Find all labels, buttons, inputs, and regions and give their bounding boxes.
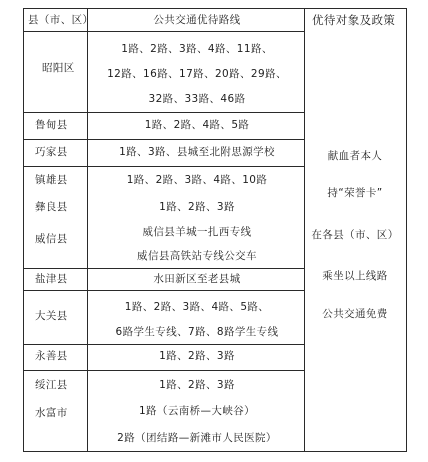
route-line: 威信县羊城一扎西专线 [142, 226, 252, 238]
route-line: 1路、2路、3路、4路、10路 [126, 174, 268, 186]
county-label: 盐津县 [35, 273, 68, 285]
row-divider [23, 112, 304, 113]
county-label: 鲁甸县 [35, 119, 68, 131]
county-label: 昭阳区 [42, 62, 75, 74]
row-divider [23, 139, 304, 140]
header-policy: 优待对象及政策 [312, 13, 396, 27]
row-divider [23, 290, 304, 291]
policy-text: 持“荣誉卡” [327, 187, 383, 199]
table-right-border [406, 8, 407, 452]
route-line: 水田新区至老县城 [153, 273, 241, 285]
route-line: 1路、2路、3路 [159, 379, 235, 391]
table-bottom-border [23, 451, 406, 452]
route-line: 1路、2路、3路、4路、5路、 [124, 301, 270, 313]
route-line: 1路、2路、3路 [159, 350, 235, 362]
column-divider [304, 8, 305, 452]
route-line: 32路、33路、46路 [148, 93, 246, 105]
county-label: 彝良县 [35, 201, 68, 213]
county-label: 水富市 [35, 407, 68, 419]
county-label: 大关县 [35, 310, 68, 322]
route-line: 1路、2路、4路、5路 [144, 119, 250, 131]
row-divider [23, 268, 304, 269]
row-divider [23, 166, 304, 167]
policy-text: 乘坐以上线路 [322, 270, 388, 282]
policy-text: 公共交通免费 [322, 308, 388, 320]
route-line: 6路学生专线、7路、8路学生专线 [115, 326, 279, 338]
policy-text: 献血者本人 [327, 150, 383, 162]
header-county: 县（市、区） [28, 14, 94, 26]
route-line: 威信县高铁站专线公交车 [137, 250, 257, 262]
header-routes: 公共交通优待路线 [153, 14, 241, 26]
table-top-border [23, 8, 406, 9]
policy-text: 在各县（市、区） [311, 229, 399, 241]
county-label: 绥江县 [35, 379, 68, 391]
county-label: 镇雄县 [35, 174, 68, 186]
row-divider [23, 344, 304, 345]
route-line: 1路（云南桥—大峡谷） [138, 405, 256, 417]
row-divider [23, 31, 304, 32]
county-label: 永善县 [35, 350, 68, 362]
route-line: 12路、16路、17路、20路、29路、 [107, 68, 287, 80]
table-left-border [23, 8, 24, 452]
route-line: 2路（团结路—新滩市人民医院） [117, 432, 277, 444]
route-line: 1路、2路、3路、4路、11路、 [121, 43, 273, 55]
route-line: 1路、2路、3路 [159, 201, 235, 213]
column-divider [87, 8, 88, 452]
county-label: 巧家县 [35, 146, 68, 158]
route-line: 1路、3路、县城至北附思源学校 [119, 146, 275, 158]
county-label: 威信县 [35, 233, 68, 245]
row-divider [23, 370, 304, 371]
